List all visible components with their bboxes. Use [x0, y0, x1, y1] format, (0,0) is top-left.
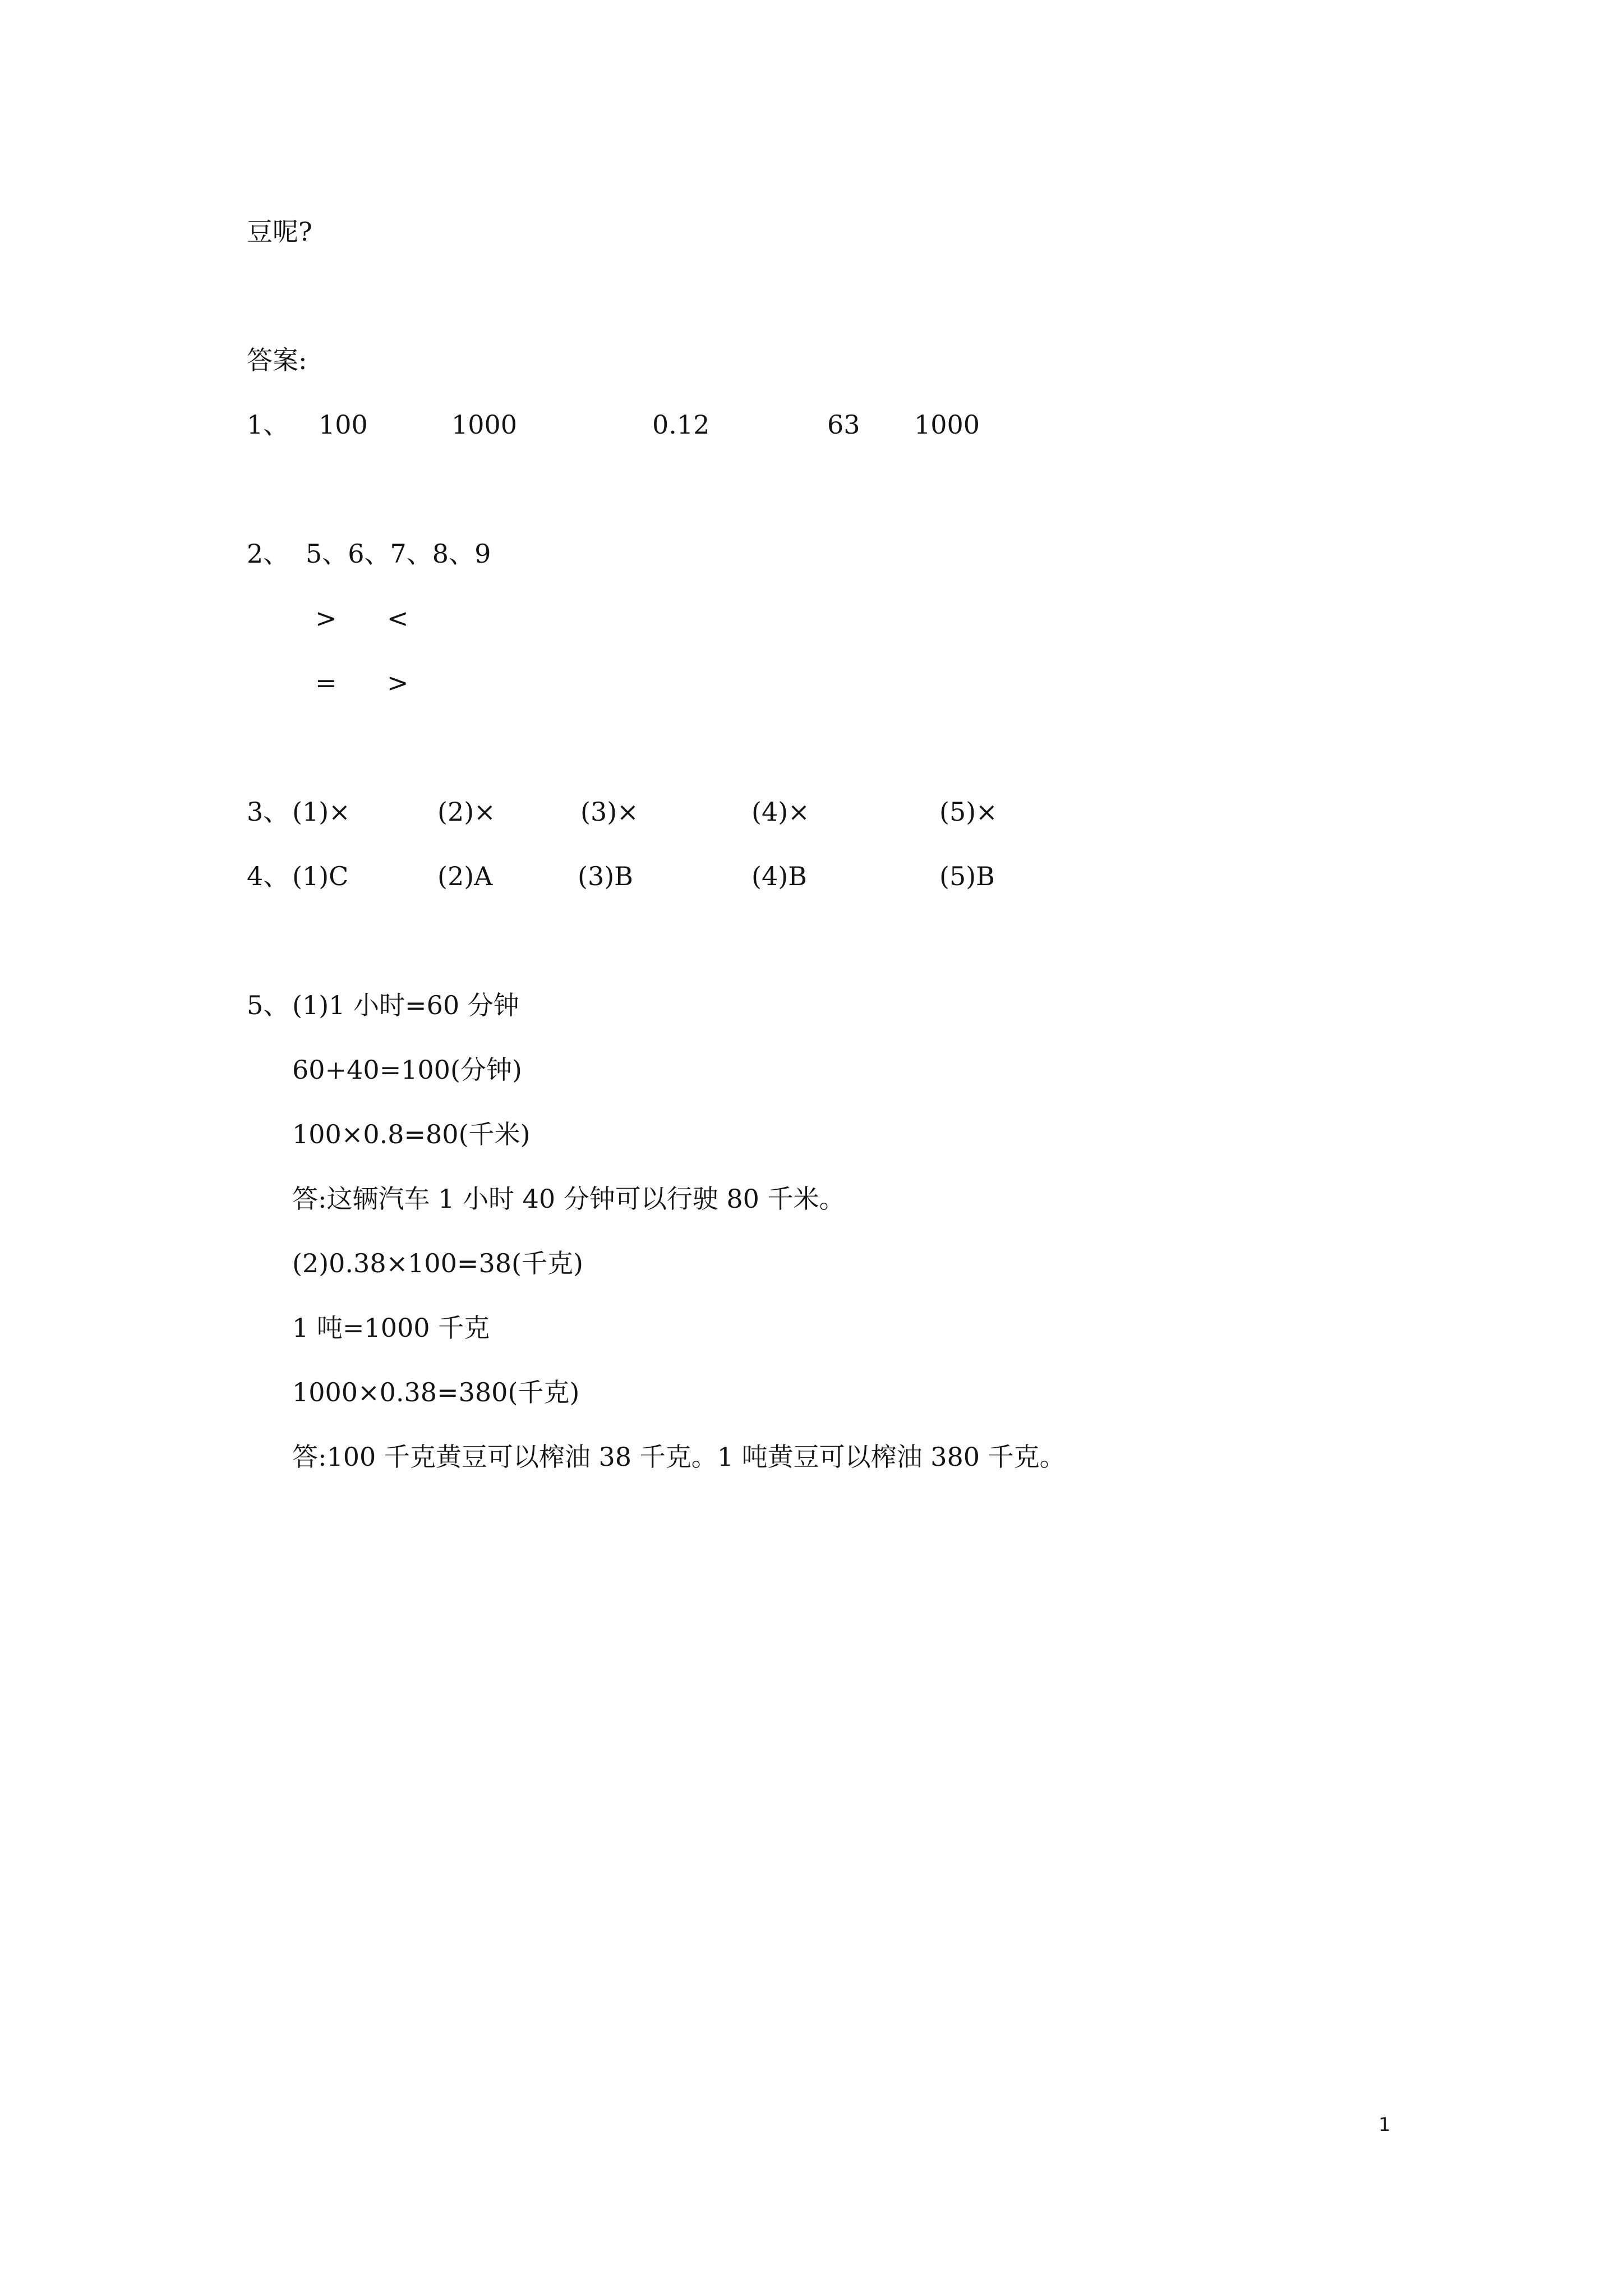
answer-4-item: (4)B: [751, 861, 807, 891]
answer-4-number: 4、: [247, 861, 289, 891]
comparison-symbol: >: [387, 668, 409, 698]
answer-5-line: 答:100 千克黄豆可以榨油 38 千克。1 吨黄豆可以榨油 380 千克。: [292, 1442, 1066, 1472]
answer-1-number: 1、: [247, 409, 289, 440]
answer-5-line: (2)0.38×100=38(千克): [292, 1248, 583, 1278]
answer-5-line: 60+40=100(分钟): [292, 1055, 522, 1085]
answer-5-line: 答:这辆汽车 1 小时 40 分钟可以行驶 80 千米。: [292, 1184, 845, 1214]
comparison-symbol: >: [315, 603, 337, 633]
answer-5-line: (1)1 小时=60 分钟: [292, 990, 519, 1020]
answer-1-value: 1000: [914, 409, 980, 440]
answer-4-item: (5)B: [939, 861, 995, 891]
answer-3-item: (2)×: [437, 797, 496, 827]
answer-5-number: 5、: [247, 990, 289, 1020]
answer-5-line: 1 吨=1000 千克: [292, 1313, 490, 1343]
answer-1-value: 63: [827, 409, 860, 440]
continuation-text: 豆呢?: [247, 217, 312, 247]
comparison-symbol: <: [387, 603, 409, 633]
answer-heading: 答案:: [247, 345, 307, 375]
answer-1-value: 0.12: [652, 409, 710, 440]
answer-3-item: (1)×: [292, 797, 351, 827]
answer-3-item: (4)×: [751, 797, 810, 827]
answer-1-value: 1000: [451, 409, 518, 440]
answer-3-number: 3、: [247, 797, 289, 827]
answer-5-line: 100×0.8=80(千米): [292, 1119, 531, 1149]
answer-3-item: (5)×: [939, 797, 998, 827]
answer-2-digits: 5、6、7、8、9: [306, 539, 491, 569]
answer-3-item: (3)×: [580, 797, 639, 827]
answer-4-item: (2)A: [437, 861, 493, 891]
page-number: 1: [1378, 2114, 1391, 2136]
answer-5-line: 1000×0.38=380(千克): [292, 1377, 580, 1407]
answer-2-number: 2、: [247, 539, 289, 569]
answer-4-item: (3)B: [578, 861, 633, 891]
answer-1-value: 100: [319, 409, 368, 440]
comparison-symbol: =: [315, 668, 337, 698]
answer-4-item: (1)C: [292, 861, 349, 891]
